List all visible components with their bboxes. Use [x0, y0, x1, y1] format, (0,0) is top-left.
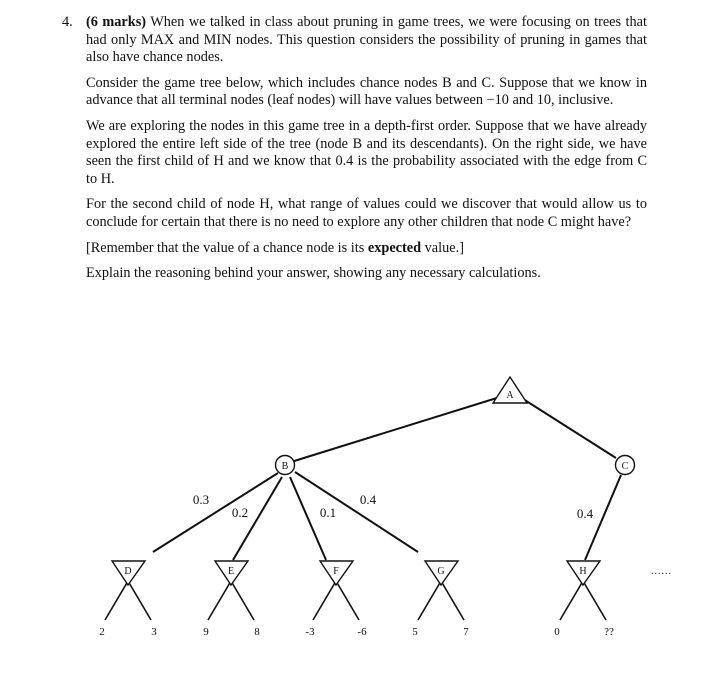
edge-A-B — [291, 397, 500, 462]
question-number: 4. — [62, 14, 73, 30]
tree-edges — [153, 397, 621, 560]
leaf-F1: -3 — [305, 626, 315, 638]
prob-B-D: 0.3 — [192, 492, 210, 507]
leaf-F2: -6 — [357, 626, 367, 638]
prob-B-F: 0.1 — [319, 505, 337, 520]
edge-A-C — [520, 397, 616, 458]
leaf-edges — [105, 581, 606, 620]
edge-B-D — [153, 473, 278, 552]
prob-B-E: 0.2 — [231, 505, 249, 520]
edge-B-G — [295, 472, 418, 552]
edge-F-leaf1 — [313, 581, 336, 620]
node-E-label: E — [227, 566, 235, 577]
exploration-paragraph: We are exploring the nodes in this game tree in a depth-first order. Suppose that we have already explored the entire left side of the tree (node B and its descendants). On the right side, we have seen the first child of H and we know that 0.4 is the probability associated with the edge from C to H. — [86, 117, 647, 187]
edge-E-leaf1 — [208, 581, 231, 620]
node-C-label: C — [621, 461, 629, 472]
node-F-label: F — [333, 566, 339, 577]
question-paragraph: For the second child of node H, what range of values could we discover that would allow us to conclude for certain that there is no need to explore any other children that node C might have? — [86, 196, 647, 230]
node-D-label: D — [124, 566, 132, 577]
leaf-G1: 5 — [412, 626, 418, 638]
node-B-label: B — [281, 461, 289, 472]
tree-description-paragraph: Consider the game tree below, which includes chance nodes B and C. Suppose that we know in advance that all terminal nodes (leaf nodes) will have values between −10 and 10, inclusive. — [86, 74, 647, 109]
leaf-H2: ?? — [604, 626, 614, 638]
leaf-E1: 9 — [203, 626, 209, 638]
edge-D-leaf2 — [128, 581, 151, 620]
node-G-label: G — [437, 566, 445, 577]
reminder-text-after: value.] — [424, 239, 464, 256]
more-children-ellipsis: ...... — [651, 566, 672, 577]
edge-D-leaf1 — [105, 581, 128, 620]
edge-G-leaf2 — [441, 581, 464, 620]
edge-G-leaf1 — [418, 581, 441, 620]
leaf-D2: 3 — [151, 626, 157, 638]
reminder-bold: expected — [367, 239, 422, 256]
edge-H-leaf2 — [583, 581, 606, 620]
intro-text: When we talked in class about pruning in game trees, we were focusing on trees that had only MAX and MIN nodes. This question considers the possibility of pruning in games that also have chance nodes. — [86, 14, 647, 66]
prob-C-H: 0.4 — [576, 506, 594, 521]
question-marks: (6 marks) — [86, 14, 147, 30]
edge-H-leaf1 — [560, 581, 583, 620]
edge-E-leaf2 — [231, 581, 254, 620]
node-H-label: H — [579, 566, 587, 577]
explain-paragraph: Explain the reasoning behind your answer, showing any necessary calculations. — [86, 265, 541, 282]
leaf-G2: 7 — [463, 626, 469, 638]
leaf-E2: 8 — [254, 626, 260, 638]
edge-F-leaf2 — [336, 581, 359, 620]
reminder-text-before: [Remember that the value of a chance node is its — [86, 239, 365, 256]
node-A-label: A — [506, 390, 514, 401]
leaf-H1: 0 — [554, 626, 560, 638]
prob-B-G: 0.4 — [359, 492, 377, 507]
leaf-D1: 2 — [99, 626, 105, 638]
